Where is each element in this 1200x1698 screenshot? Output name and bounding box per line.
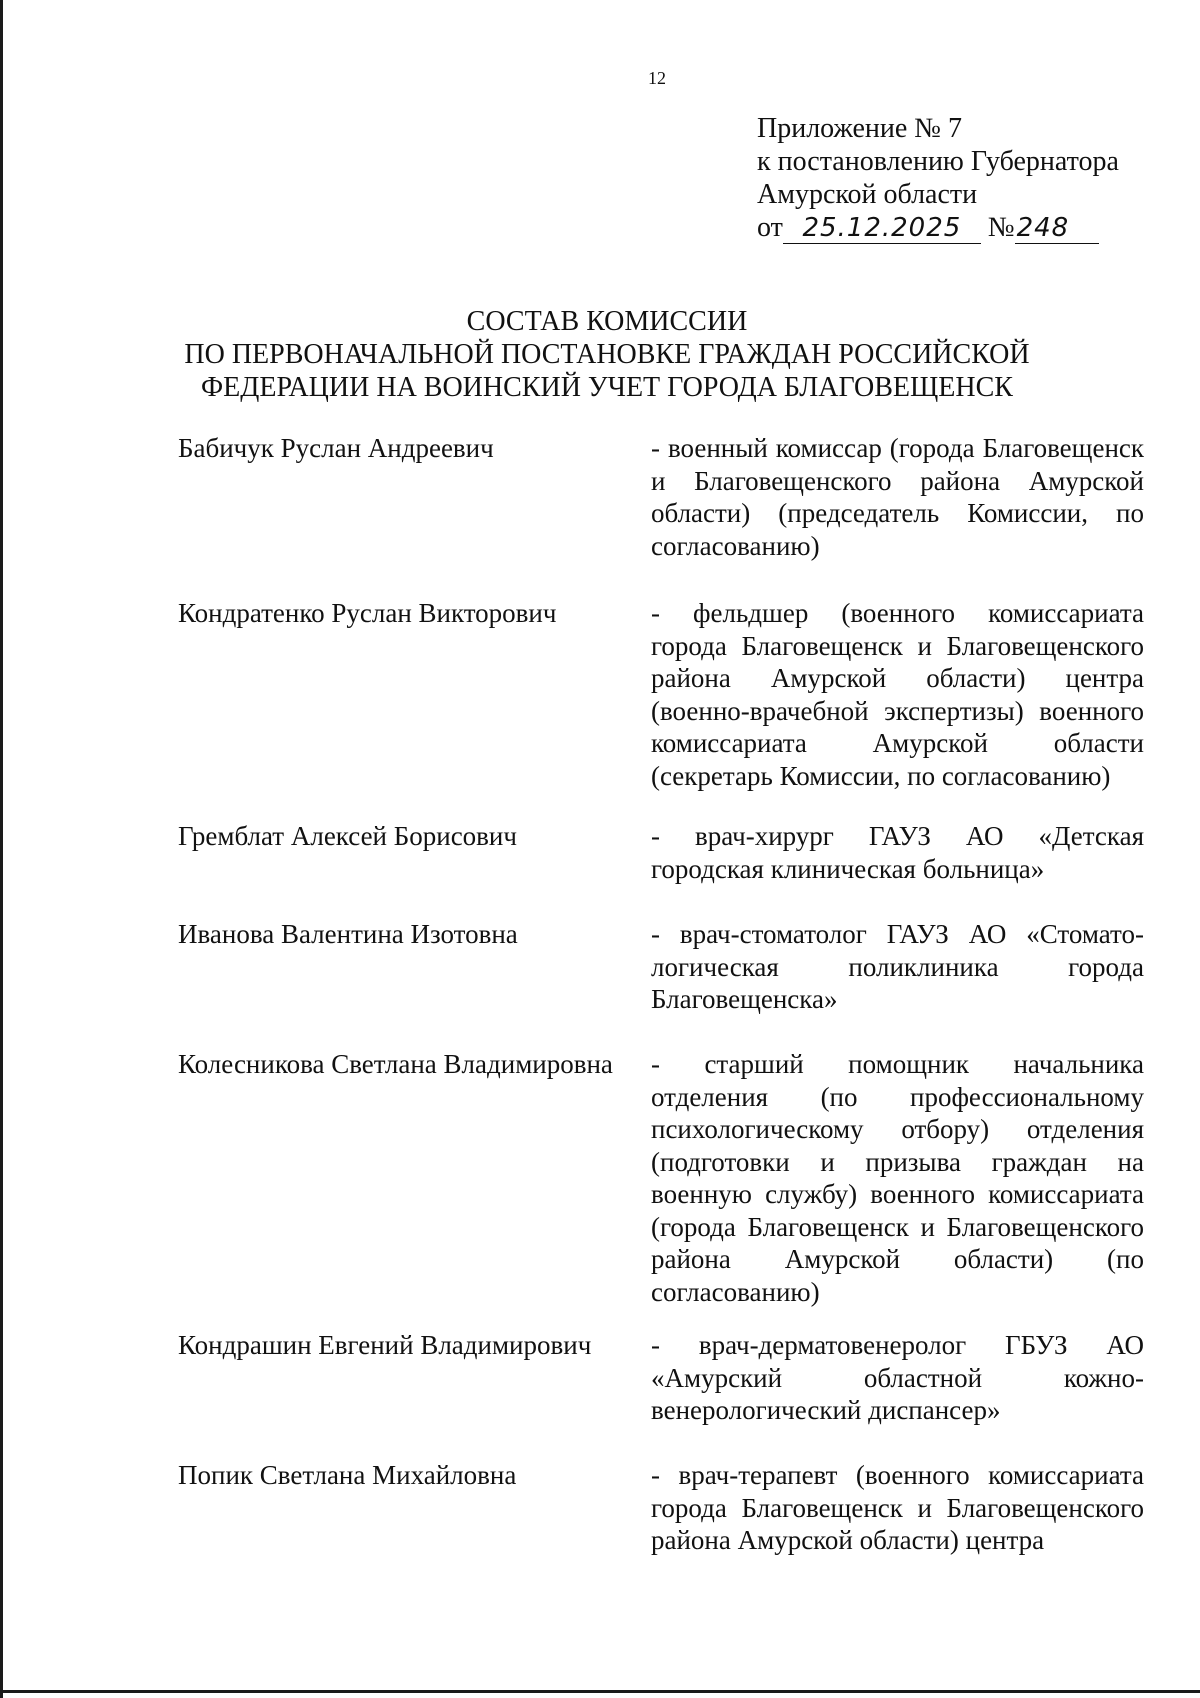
members-list [178,432,1144,1559]
title-line-2: ПО ПЕРВОНАЧАЛЬНОЙ ПОСТАНОВКЕ ГРАЖДАН РОССИЙСКОЙ [184,339,1030,370]
appendix-date-line [757,211,1119,244]
member-row [178,820,1144,918]
member-row [178,1459,1144,1559]
member-role: - врач-стоматолог ГАУЗ АО «Стоматологическая поликлиника города Благовещенска» [651,919,1144,1014]
scan-edge-bottom [0,1690,1200,1693]
member-row [178,597,1144,820]
member-role: - врач-хирург ГАУЗ АО «Детская городская клиническая больница» [651,821,1144,884]
member-name: Попик Светлана Михайловна [178,1460,517,1490]
title-line-1: СОСТАВ КОМИССИИ [466,306,748,337]
member-row [178,918,1144,1048]
member-name: Бабичук Руслан Андреевич [178,433,494,463]
member-role: - старший помощник начальника отделения (по профессиональному психологическому отбору) отделения (подготовки и призыва граждан на военную службу) военного комиссариата (города Благовещенск и Благовещенского района Амурской области) (по согласованию) [651,1049,1144,1307]
number-prefix: № [987,212,1015,243]
appendix-line-2: к постановлению Губернатора [757,146,1119,177]
member-row [178,1329,1144,1459]
member-name: Колесникова Светлана Владимировна [178,1049,613,1079]
title-line-3: ФЕДЕРАЦИИ НА ВОИНСКИЙ УЧЕТ ГОРОДА БЛАГОВЕЩЕНСК [201,372,1013,403]
member-row [178,432,1144,597]
handwritten-number: 248 [1015,213,1099,244]
date-prefix: от [757,212,783,243]
appendix-block [757,112,1119,244]
member-name: Кондрашин Евгений Владимирович [178,1330,592,1360]
member-name: Иванова Валентина Изотовна [178,919,518,949]
page-number: 12 [648,68,666,88]
member-name: Кондратенко Руслан Викторович [178,598,557,628]
appendix-line-1: Приложение № 7 [757,113,962,144]
member-role: - военный комиссар (города Благовещенск и Благовещенского района Амурской области) (председатель Комиссии, по согласованию) [651,433,1144,561]
member-role: - врач-дерматовенеролог ГБУЗ АО «Амурский областной кожновенерологический диспансер» [651,1330,1144,1425]
member-row [178,1048,1144,1329]
appendix-line-3: Амурской области [757,179,978,210]
member-role: - врач-терапевт (военного комиссариата города Благовещенск и Благовещенского района Амурской области) центра [651,1460,1144,1555]
member-role: - фельдшер (военного комиссариата города Благовещенск и Благовещенского района Амурской области) центра (военно-врачебной экспертизы) военного комиссариата Амурской области (секретарь Комиссии, по согласованию) [651,598,1144,791]
scan-edge-left [0,0,3,1698]
document-title [150,305,1064,404]
member-name: Гремблат Алексей Борисович [178,821,517,851]
handwritten-date: 25.12.2025 [783,213,981,244]
